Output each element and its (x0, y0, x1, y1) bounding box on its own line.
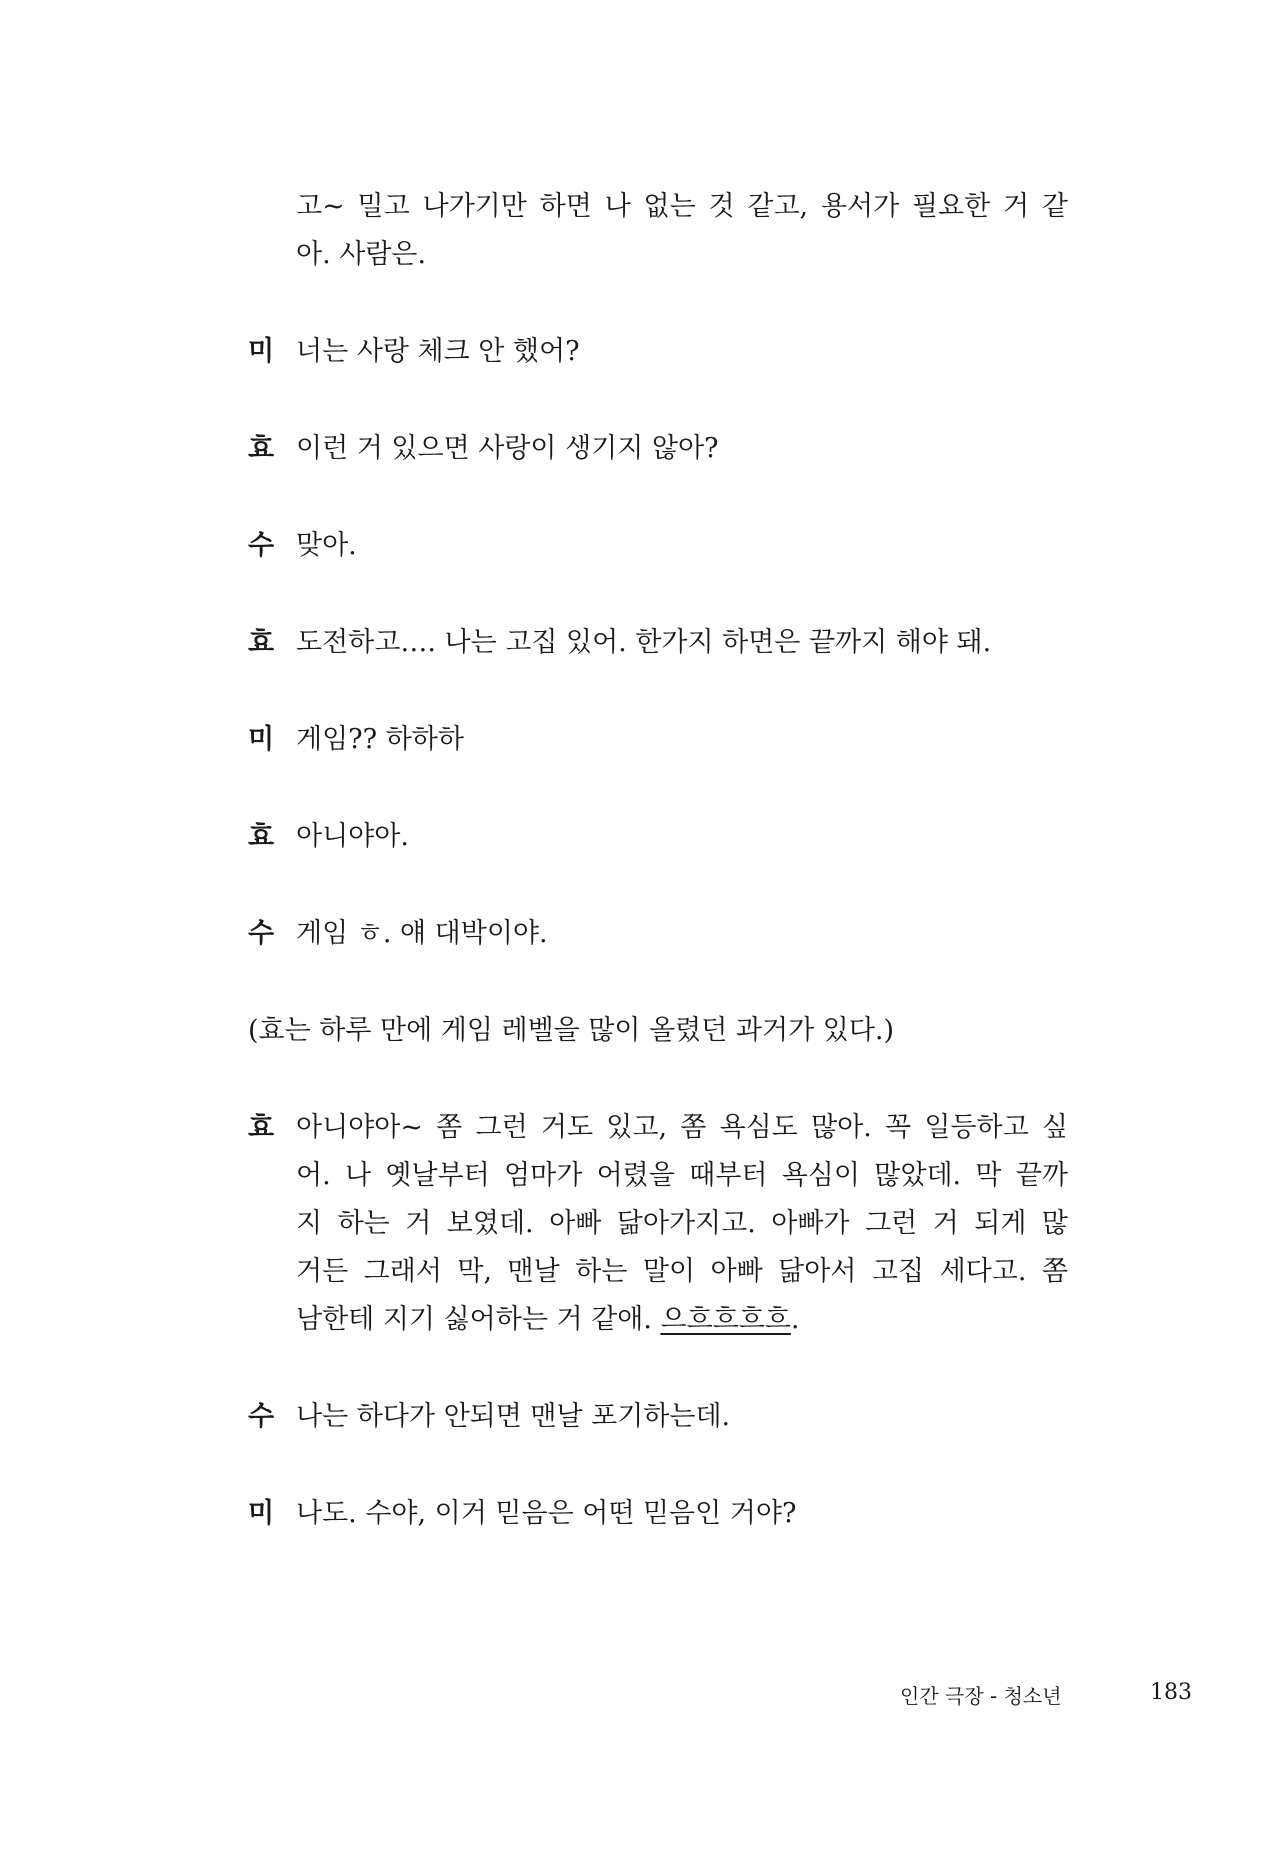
dialogue-line (248, 1490, 1068, 1538)
text-line (296, 1296, 1068, 1344)
dialogue-line (248, 813, 1068, 861)
dialogue-line (248, 910, 1068, 958)
speech-text (296, 1490, 1068, 1538)
speech-text (296, 425, 1068, 473)
running-title: 인간 극장 - 청소년 (900, 1684, 1062, 1708)
speaker-label: 미 (248, 1498, 275, 1529)
speaker-label: 효 (248, 627, 275, 658)
speaker-label: 수 (248, 1401, 275, 1432)
speaker-label: 효 (248, 821, 275, 852)
speaker-label: 미 (248, 724, 275, 755)
dialogue-line (248, 619, 1068, 667)
speech-text (296, 183, 1068, 279)
stage-direction: (효는 하루 만에 게임 레벨을 많이 올렸던 과거가 있다.) (248, 1015, 895, 1046)
text-line: 고~ 밀고 나가기만 하면 나 없는 것 같고, 용서가 필요한 거 같 (296, 191, 1068, 222)
text-line: 나도. 수야, 이거 믿음은 어떤 믿음인 거야? (296, 1498, 797, 1529)
speaker-label: 수 (248, 530, 275, 561)
text-segment: 남한테 지기 싫어하는 거 같애. (296, 1304, 661, 1335)
text-line: 게임?? 하하하 (296, 724, 464, 755)
text-line: 게임 ㅎ. 얘 대박이야. (296, 918, 548, 949)
speech-text (296, 813, 1068, 861)
dialogue-section (248, 183, 1068, 958)
text-line: 아. 사람은. (296, 239, 427, 270)
text-segment: . (790, 1304, 800, 1335)
speech-text (296, 522, 1068, 570)
speaker-label: 수 (248, 918, 275, 949)
dialogue-line (248, 1393, 1068, 1441)
speech-text (296, 619, 1068, 667)
text-line: 어. 나 옛날부터 엄마가 어렸을 때부터 욕심이 많았데. 막 끝까 (296, 1160, 1068, 1191)
dialogue-section (248, 1104, 1068, 1538)
dialogue-line (248, 1104, 1068, 1344)
speaker-label: 미 (248, 336, 275, 367)
speech-text (296, 910, 1068, 958)
speech-text (296, 1104, 1068, 1344)
speech-text (296, 328, 1068, 376)
text-line: 거든 그래서 막, 맨날 하는 말이 아빠 닮아서 고집 세다고. 쫌 (296, 1256, 1068, 1287)
dialogue-line (248, 328, 1068, 376)
speech-text (296, 716, 1068, 764)
speaker-label: 효 (248, 433, 275, 464)
dialogue-line (248, 716, 1068, 764)
page-number: 183 (1150, 1680, 1192, 1705)
text-line: 아니야아~ 쫌 그런 거도 있고, 쫌 욕심도 많아. 꼭 일등하고 싶 (296, 1112, 1068, 1143)
underlined-laugh: 으흐흐흐흐 (660, 1304, 791, 1335)
speaker-label (248, 183, 296, 279)
page-body (248, 183, 1068, 1587)
text-line: 맞아. (296, 530, 357, 561)
text-line: 도전하고…. 나는 고집 있어. 한가지 하면은 끝까지 해야 돼. (296, 627, 992, 658)
dialogue-line (248, 522, 1068, 570)
text-line: 너는 사랑 체크 안 했어? (296, 336, 580, 367)
dialogue-line (248, 183, 1068, 279)
text-line: 아니야아. (296, 821, 409, 852)
text-line: 지 하는 거 보였데. 아빠 닮아가지고. 아빠가 그런 거 되게 많 (296, 1208, 1068, 1239)
speech-text (296, 1393, 1068, 1441)
text-line: 나는 하다가 안되면 맨날 포기하는데. (296, 1401, 731, 1432)
text-line: 이런 거 있으면 사랑이 생기지 않아? (296, 433, 719, 464)
dialogue-line (248, 425, 1068, 473)
speaker-label: 효 (248, 1112, 275, 1143)
